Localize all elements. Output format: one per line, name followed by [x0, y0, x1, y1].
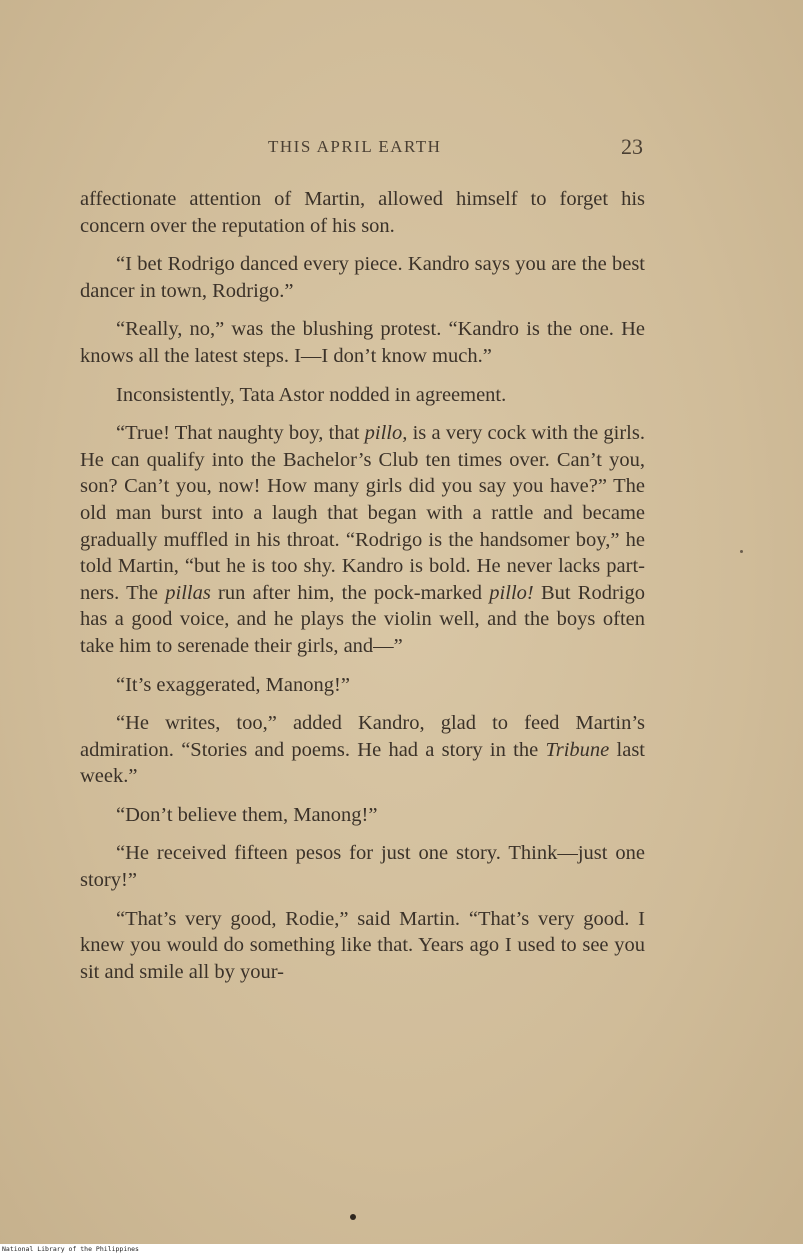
- italic-text: pillo!: [489, 581, 534, 604]
- text-run: is a very cock with the girls. He can qualify into the Bachelor’s Club ten times over. Can’t you, son? Can’t you, now! How many girls did you say you have?” The old man burst into a laugh that began with a rattle and became gradually muffled in his throat. “Rodrigo is the handsomer boy,” he told Martin, “but he is too shy. Kandro is bold. He never lacks partners. The: [80, 422, 645, 604]
- text-run: “That’s very good, Rodie,” said Martin. “That’s very good. I knew you would do something like that. Years ago I used to see you sit and smile all by your-: [80, 907, 645, 983]
- running-title: THIS APRIL EARTH: [268, 137, 442, 156]
- text-run: “Really, no,” was the blushing protest. “Kandro is the one. He knows all the latest steps. I—I don’t know much.”: [80, 318, 645, 367]
- text-run: “He writes, too,” added Kandro, glad to feed Martin’s admiration. “Stories and poems. He had a story in the: [80, 712, 645, 761]
- text-run: run after him, the pock-marked: [210, 581, 490, 604]
- paragraph: [80, 802, 645, 829]
- text-run: But Rodrigo has a good voice, and he plays the violin well, and the boys often take him to serenade their girls, and—”: [80, 581, 645, 657]
- text-run: “He received fifteen pesos for just one story. Think—just one story!”: [80, 842, 645, 892]
- paragraph: [80, 840, 645, 893]
- paragraph: [80, 316, 645, 369]
- text-run: “I bet Rodrigo danced every piece. Kandro says you are the best dancer in town, Rodrigo.”: [80, 253, 645, 302]
- paragraph: [80, 672, 645, 699]
- paragraph: [80, 382, 645, 409]
- page-header: [80, 134, 645, 163]
- text-run: Inconsistently, Tata Astor nodded in agreement.: [116, 383, 507, 406]
- library-credit: National Library of the Philippines: [2, 1245, 139, 1253]
- paragraph: [80, 251, 645, 304]
- text-run: affectionate attention of Martin, allowed himself to forget his concern over the reputation of his son.: [80, 188, 645, 237]
- text-run: “Don’t believe them, Manong!”: [116, 803, 378, 826]
- text-run: “True! That naughty boy, that: [116, 422, 365, 445]
- paragraph: [80, 906, 645, 986]
- text-run: last week.”: [80, 738, 645, 788]
- paragraph: [80, 420, 645, 659]
- italic-text: Tribune: [545, 738, 610, 761]
- paragraph: [80, 710, 645, 790]
- library-credit-strip: [0, 1244, 803, 1253]
- italic-text: pillo,: [364, 422, 408, 445]
- text-run: “It’s exaggerated, Manong!”: [116, 673, 350, 696]
- page-number: 23: [621, 134, 643, 159]
- ink-speck: [740, 550, 743, 553]
- footer-ornament-dot: [350, 1214, 356, 1220]
- paragraph: [80, 186, 645, 239]
- body-text: [80, 186, 645, 997]
- italic-text: pillas: [165, 581, 211, 604]
